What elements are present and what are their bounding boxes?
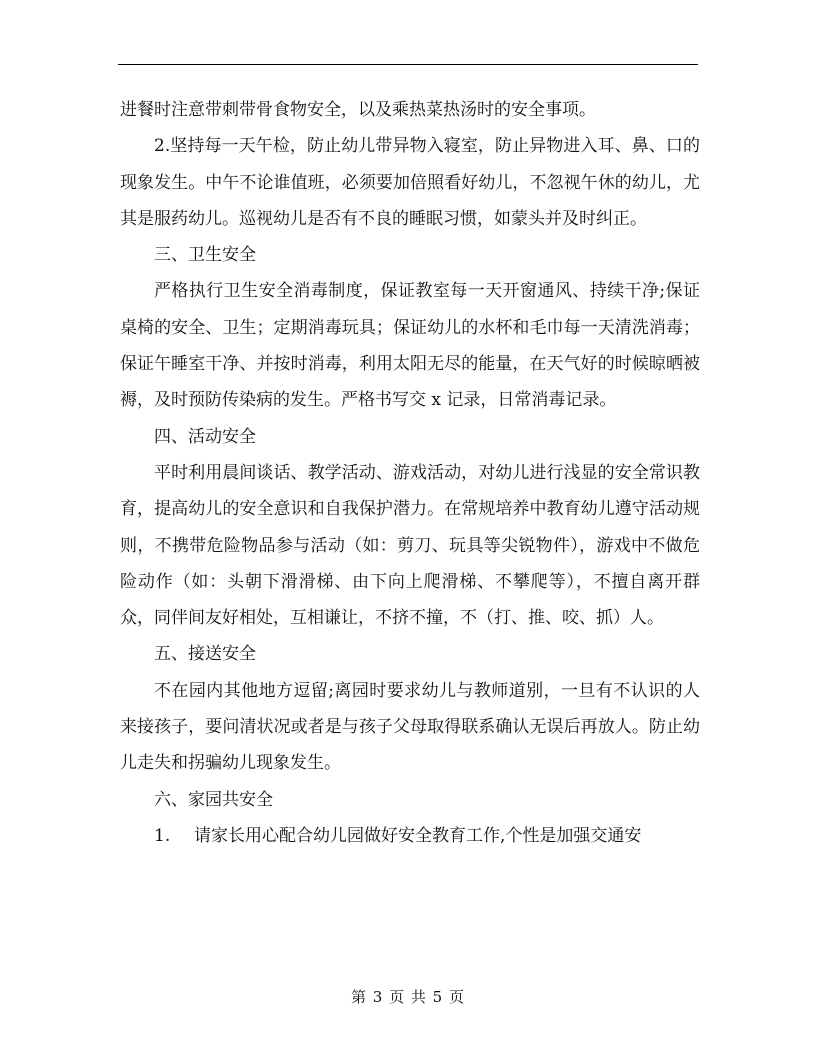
- section-heading-activity: 四、活动安全: [154, 426, 256, 447]
- document-body: [120, 92, 700, 854]
- list-item: [120, 818, 700, 854]
- header-rule: [118, 64, 698, 65]
- paragraph-continuation: 进餐时注意带刺带骨食物安全，以及乘热菜热汤时的安全事项。: [120, 100, 596, 120]
- list-item-number: 1.: [154, 825, 171, 846]
- paragraph-noon-check: 2.坚持每一天午检，防止幼儿带异物入寝室，防止异物进入耳、鼻、口的现象发生。中午不论谁值班，必须要加倍照看好幼儿，不忽视午休的幼儿，尤其是服药幼儿。巡视幼儿是否有不良的睡眠习惯，如蒙头并及时纠正。: [120, 136, 700, 229]
- section-heading-home-school: 六、家园共安全: [154, 789, 273, 810]
- paragraph-hygiene: 严格执行卫生安全消毒制度，保证教室每一天开窗通风、持续干净;保证桌椅的安全、卫生；定期消毒玩具；保证幼儿的水杯和毛巾每一天清洗消毒；保证午睡室干净、并按时消毒，利用太阳无尽的能量，在天气好的时候晾晒被褥，及时预防传染病的发生。严格书写交 x 记录，日常消毒记录。: [120, 281, 700, 411]
- paragraph-activity: 平时利用晨间谈话、教学活动、游戏活动，对幼儿进行浅显的安全常识教育，提高幼儿的安全意识和自我保护潜力。在常规培养中教育幼儿遵守活动规则，不携带危险物品参与活动（如：剪刀、玩具等尖锐物件），游戏中不做危险动作（如：头朝下滑滑梯、由下向上爬滑梯、不攀爬等），不擅自离开群众，同伴间友好相处，互相谦让，不挤不撞，不（打、推、咬、抓）人。: [120, 462, 700, 629]
- section-heading-pickup: 五、接送安全: [154, 644, 256, 665]
- page-number-footer: 第 3 页 共 5 页: [351, 988, 465, 1006]
- list-item-text: 请家长用心配合幼儿园做好安全教育工作,个性是加强交通安: [194, 825, 642, 846]
- section-heading-hygiene: 三、卫生安全: [154, 245, 256, 266]
- paragraph-pickup: 不在园内其他地方逗留;离园时要求幼儿与教师道别，一旦有不认识的人来接孩子，要问清状况或者是与孩子父母取得联系确认无误后再放人。防止幼儿走失和拐骗幼儿现象发生。: [120, 680, 700, 774]
